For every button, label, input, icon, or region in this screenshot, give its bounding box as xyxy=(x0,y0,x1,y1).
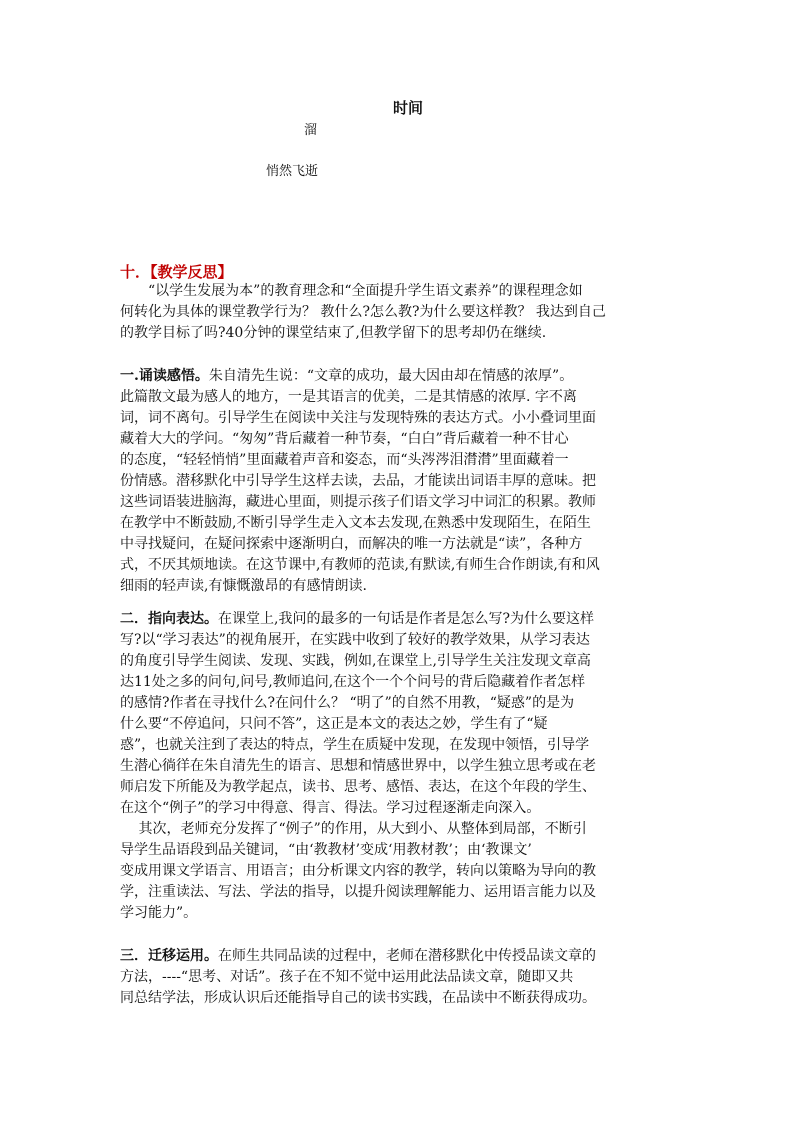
text-line: 导学生品语段到品关键词，“由‘教教材’变成‘用教材教’；由‘教课文’ xyxy=(120,842,532,858)
text-line xyxy=(120,946,596,966)
part3-line: 在师生共同品读的过程中，老师在潜移默化中传授品读文章的 xyxy=(218,948,596,964)
text-line: 细雨的轻声读,有慷慨激昂的有感情朗读. xyxy=(120,578,367,594)
part3-lead: 三．迁移运用。 xyxy=(120,948,218,964)
part2-lead: 二．指向表达。 xyxy=(120,611,218,627)
text-line: 师启发下所能及为教学起点，读书、思考、感悟、表达，在这个年段的学生、 xyxy=(120,779,596,795)
text-line: 变成用课文学语言、用语言；由分析课文内容的教学，转向以策略为导向的教 xyxy=(120,863,596,879)
part1-line: 朱自清先生说：“文章的成功，最大因由却在情感的浓厚”。 xyxy=(208,368,574,384)
text-line: 方法，----“思考、对话”。孩子在不知不觉中运用此法品读文章，随即又共 xyxy=(120,969,574,985)
part1-lead: 一.诵读感悟。 xyxy=(120,368,209,384)
text-line: 生潜心徜徉在朱自清先生的语言、思想和情感世界中，以学生独立思考或在老 xyxy=(120,758,596,774)
text-line: 词，词不离句。引导学生在阅读中关注与发现特殊的表达方式。小小叠词里面 xyxy=(120,410,596,426)
text-line: 的角度引导学生阅读、发现、实践，例如,在课堂上,引导学生关注发现文章高 xyxy=(120,653,591,669)
text-line xyxy=(120,609,594,629)
text-line: 写?以“学习表达”的视角展开，在实践中收到了较好的教学效果，从学习表达 xyxy=(120,632,590,648)
text-line: 式，不厌其烦地读。在这节课中,有教师的范读,有默读,有师生合作朗读,有和风 xyxy=(120,557,600,573)
text-line: 中寻找疑问，在疑问探索中逐渐明白，而解决的唯一方法就是“读”，各种方 xyxy=(120,536,583,552)
vertical-word-liu: 溜 xyxy=(304,123,318,138)
text-line: 惑”，也就关注到了表达的特点，学生在质疑中发现，在发现中领悟，引导学 xyxy=(120,737,590,753)
text-line: 的态度，“轻轻悄悄”里面藏着声音和姿态，而“头涔涔泪潸潸”里面藏着一 xyxy=(120,452,569,468)
text-line: 这些词语装进脑海，藏进心里面，则提示孩子们语文学习中词汇的积累。教师 xyxy=(120,494,596,510)
text-line: 同总结学法，形成认识后还能指导自己的读书实践，在品读中不断获得成功。 xyxy=(120,990,596,1006)
text-line: 何转化为具体的课堂教学行为？ 教什么?怎么教?为什么要这样教？ 我达到自己 xyxy=(120,304,606,320)
part2-line: 在课堂上,我问的最多的一句话是作者是怎么写?为什么要这样 xyxy=(218,611,594,627)
text-line: 的教学目标了吗?40分钟的课堂结束了,但教学留下的思考却仍在继续. xyxy=(120,325,547,341)
text-line: 在教学中不断鼓励,不断引导学生走入文本去发现,在熟悉中发现陌生，在陌生 xyxy=(120,515,591,531)
text-line: 份情感。潜移默化中引导学生这样去读，去品，才能读出词语丰厚的意味。把 xyxy=(120,473,596,489)
text-line: 藏着大大的学问。“匆匆”背后藏着一种节奏，“白白”背后藏着一种不甘心 xyxy=(120,431,569,447)
text-line: 此篇散文最为感人的地方，一是其语言的优美，二是其情感的浓厚. 字不离 xyxy=(120,389,577,405)
text-line: 达11处之多的问句,问号,教师追问,在这个一个个问号的背后隐藏着作者怎样 xyxy=(120,674,586,690)
section-heading: 十．【教学反思】 xyxy=(120,263,233,281)
text-line: 什么要“不停追问，只问不答”，这正是本文的表达之妙，学生有了“疑 xyxy=(120,716,548,732)
text-line: “以学生发展为本”的教育理念和“全面提升学生语文素养”的课程理念如 xyxy=(120,283,583,299)
text-line: 学习能力”。 xyxy=(120,905,198,921)
vertical-word-qiaoran: 悄然飞逝 xyxy=(266,164,319,179)
text-line xyxy=(120,366,573,386)
text-line: 的感情?作者在寻找什么?在问什么？ “明了”的自然不用教，“疑惑”的是为 xyxy=(120,695,575,711)
text-line: 学，注重读法、写法、学法的指导，以提升阅读理解能力、运用语言能力以及 xyxy=(120,884,596,900)
text-line: 在这个“例子”的学习中得意、得言、得法。学习过程逐渐走向深入。 xyxy=(120,800,541,816)
text-line: 其次，老师充分发挥了“例子”的作用，从大到小、从整体到局部，不断引 xyxy=(120,821,587,837)
document-title: 时间 xyxy=(393,99,424,117)
